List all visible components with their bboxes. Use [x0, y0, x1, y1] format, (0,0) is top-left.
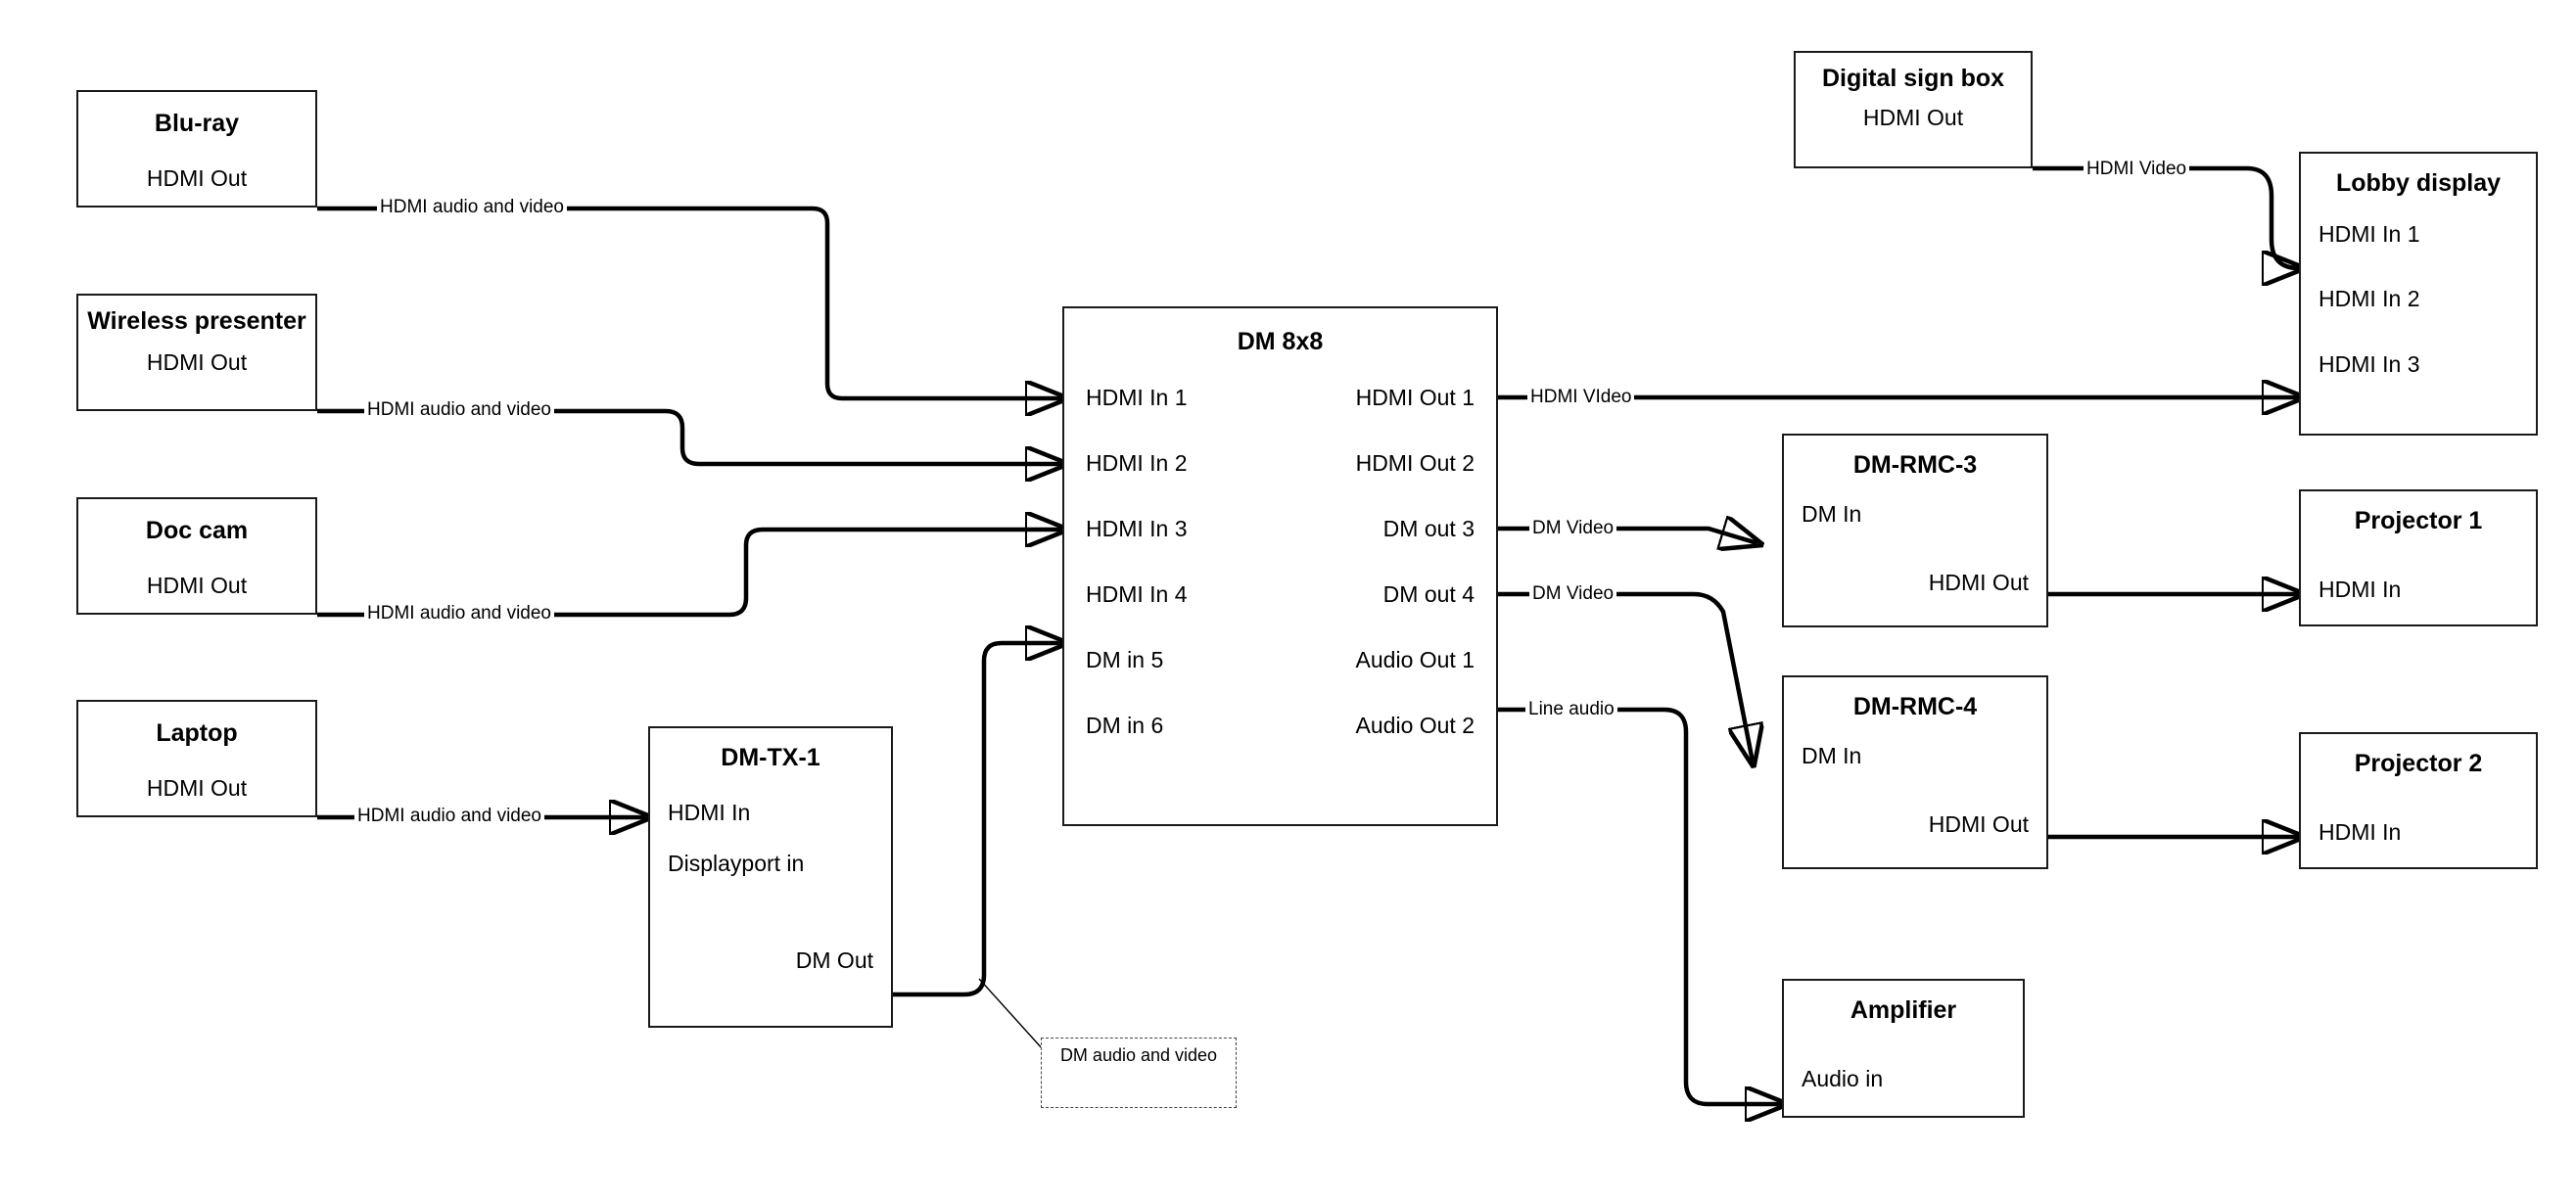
node-amplifier-port-audio-in: Audio in — [1802, 1065, 1884, 1091]
node-dm-8x8-input-dm-in-6: DM in 6 — [1086, 713, 1164, 738]
node-doc-cam[interactable] — [76, 497, 317, 615]
node-laptop-port-hdmi-out: HDMI Out — [146, 774, 248, 801]
node-bluray[interactable] — [76, 90, 317, 208]
node-dm-8x8-output-hdmi-out-2: HDMI Out 2 — [1355, 450, 1475, 476]
edge-label-dm-to-rmc4: DM Video — [1529, 583, 1616, 606]
node-digital-sign-box-title: Digital sign box — [1821, 65, 2005, 92]
node-dm-rmc-3-port-hdmi-out: HDMI Out — [1928, 570, 2029, 596]
node-dm-8x8-title: DM 8x8 — [1237, 328, 1324, 355]
node-projector-1[interactable] — [2299, 489, 2538, 626]
node-projector-2-title: Projector 2 — [2354, 750, 2483, 777]
node-lobby-display[interactable] — [2299, 152, 2538, 436]
edge-label-bluray-to-dm: HDMI audio and video — [377, 197, 567, 219]
node-digital-sign-box-port-hdmi-out: HDMI Out — [1862, 104, 1964, 130]
edge-label-wireless-to-dm: HDMI audio and video — [364, 399, 554, 422]
edge-label-laptop-to-tx: HDMI audio and video — [354, 806, 544, 828]
node-projector-1-title: Projector 1 — [2354, 507, 2483, 534]
node-bluray-port-hdmi-out: HDMI Out — [146, 164, 248, 191]
node-lobby-display-port-hdmi-in-3: HDMI In 3 — [2318, 350, 2420, 377]
node-dm-8x8-output-hdmi-out-1: HDMI Out 1 — [1355, 385, 1475, 410]
edge-label-doccam-to-dm: HDMI audio and video — [364, 603, 554, 625]
node-bluray-title: Blu-ray — [154, 110, 240, 137]
node-doc-cam-title: Doc cam — [145, 517, 249, 544]
node-doc-cam-port-hdmi-out: HDMI Out — [146, 572, 248, 598]
node-dm-8x8-input-hdmi-in-1: HDMI In 1 — [1086, 385, 1188, 410]
node-amplifier[interactable] — [1782, 979, 2025, 1118]
node-projector-1-port-hdmi-in: HDMI In — [2318, 576, 2402, 602]
node-dm-8x8-output-audio-out-2: Audio Out 2 — [1355, 713, 1475, 738]
node-dm-rmc-4-port-dm-in: DM In — [1802, 742, 1862, 768]
node-dm-8x8-input-dm-in-5: DM in 5 — [1086, 647, 1164, 672]
node-dm-8x8-output-audio-out-1: Audio Out 1 — [1355, 647, 1475, 672]
node-lobby-display-port-hdmi-in-1: HDMI In 1 — [2318, 220, 2420, 247]
edge-label-dm-to-amplifier: Line audio — [1525, 699, 1617, 721]
node-wireless-presenter[interactable] — [76, 294, 317, 411]
edge-label-dm-to-lobby: HDMI VIdeo — [1527, 387, 1634, 409]
note-dm-audio-and-video: DM audio and video — [1041, 1038, 1237, 1108]
edge-label-dm-to-rmc3: DM Video — [1529, 518, 1616, 540]
node-wireless-presenter-title: Wireless presenter — [87, 307, 306, 335]
node-dm-tx-1-port-dm-out: DM Out — [795, 947, 873, 973]
node-digital-sign-box[interactable] — [1794, 51, 2033, 168]
node-dm-rmc-3-title: DM-RMC-3 — [1852, 451, 1978, 479]
node-dm-8x8-input-hdmi-in-2: HDMI In 2 — [1086, 450, 1188, 476]
node-dm-rmc-4-port-hdmi-out: HDMI Out — [1928, 811, 2029, 838]
node-dm-8x8-output-dm-out-3: DM out 3 — [1382, 516, 1475, 541]
node-dm-8x8-input-hdmi-in-3: HDMI In 3 — [1086, 516, 1188, 541]
node-dm-tx-1-title: DM-TX-1 — [721, 744, 820, 771]
node-amplifier-title: Amplifier — [1850, 996, 1957, 1024]
node-laptop[interactable] — [76, 700, 317, 817]
node-projector-2-port-hdmi-in: HDMI In — [2318, 818, 2402, 845]
node-laptop-title: Laptop — [156, 719, 238, 747]
node-lobby-display-port-hdmi-in-2: HDMI In 2 — [2318, 286, 2420, 312]
node-lobby-display-title: Lobby display — [2335, 169, 2502, 197]
node-dm-tx-1[interactable] — [648, 726, 893, 1028]
node-dm-8x8[interactable] — [1062, 306, 1498, 826]
node-dm-rmc-4-title: DM-RMC-4 — [1852, 693, 1978, 720]
edge-label-signbox-to-lobby: HDMI Video — [2084, 159, 2189, 181]
node-dm-8x8-input-hdmi-in-4: HDMI In 4 — [1086, 581, 1188, 607]
node-dm-rmc-3[interactable] — [1782, 434, 2048, 627]
node-dm-8x8-output-dm-out-4: DM out 4 — [1382, 581, 1475, 607]
node-dm-tx-1-port-hdmi-in: HDMI In — [668, 799, 751, 825]
node-dm-rmc-3-port-dm-in: DM In — [1802, 500, 1862, 527]
node-dm-rmc-4[interactable] — [1782, 675, 2048, 869]
node-wireless-presenter-port-hdmi-out: HDMI Out — [146, 348, 248, 375]
node-dm-tx-1-port-displayport-in: Displayport in — [668, 851, 805, 877]
node-projector-2[interactable] — [2299, 732, 2538, 869]
